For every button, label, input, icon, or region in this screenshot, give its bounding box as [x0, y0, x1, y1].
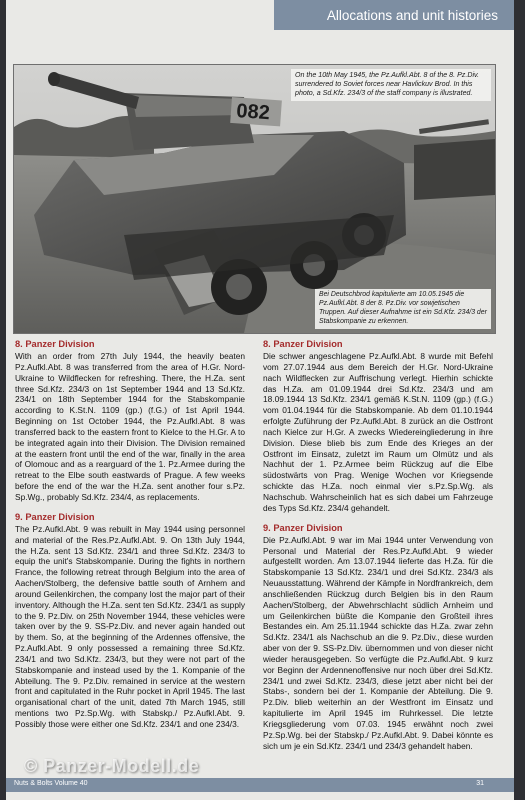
page-number: 31: [476, 780, 484, 787]
footer-series-title: Nuts & Bolts Volume 40: [14, 780, 88, 787]
section-heading: 8. Panzer Division: [263, 339, 343, 349]
section-9-panzer-division: [15, 512, 245, 730]
section-9-panzer-division-de: [263, 523, 493, 752]
section-heading: 9. Panzer Division: [263, 522, 343, 533]
photo-caption-german: Bei Deutschbrod kapitulierte am 10.05.1945 die Pz.Aufkl.Abt. 8 der 8. Pz.Div. vor sowjetischen Truppen. Auf dieser Aufnahme ist ein Sd.Kfz. 234/3 der Stabskompanie zu erkennen.: [315, 289, 491, 329]
hull-number: 082: [235, 100, 271, 125]
section-body: With an order from 27th July 1944, the heavily beaten Pz.Aufkl.Abt. 8 was transferred from the area of H.Gr. Nord-Ukraine to Wildflecken for refreshing. There, the H.Za. sent three Sd.Kfz. 234/3 on 1st September 1944 and 13 Sd.Kfz. 234/1 on 18th September 1944 for the Stabskompanie according to K.St.N. 1109 (gp.) (f.G.) of 1st April 1944. Beginning on 1st October 1944, the Pz.Aufkl.Abt. 8 was transferred back to the eastern front to Kielce to the H.Gr. A to be integrated again into their Division. The Division remained at the eastern front until the end of the war, finally in the area of Olomouc and as a rearguard of the 1. Pz.Armee during the retreat to the Elbe south eastwards of Prague. A few weeks before the end of the war the H.Za. sent another four s.Pz. Sp.Wg., probably Sd.Kfz. 234/4, as replacements.: [15, 351, 245, 502]
footer-bar: [6, 778, 514, 792]
armoured-car-photo: [13, 64, 496, 334]
section-8-panzer-division-de: [263, 339, 493, 514]
section-heading: 9. Panzer Division: [15, 511, 95, 522]
german-column: [263, 339, 493, 761]
page-header-title: Allocations and unit histories: [326, 8, 498, 23]
section-heading: 8. Panzer Division: [15, 339, 95, 349]
photo-caption-english: On the 10th May 1945, the Pz.Aufkl.Abt. 8 of the 8. Pz.Div. surrendered to Soviet forces near Havlickuv Brod. In this photo, a Sd.Kfz. 234/3 of the staff company is illustrated.: [291, 69, 491, 101]
section-body: Die Pz.Aufkl.Abt. 9 war im Mai 1944 unter Verwendung von Personal und Material der Res.Pz.Aufkl.Abt. 9 wieder aufgestellt worden. Am 13.07.1944 lieferte das H.Za. für die Stabskompanie 13 Sd.Kfz. 234/1 und drei Sd.Kfz. 234/3 als Neuausstattung. Während der Kämpfe in Nordfrankreich, dem anschließenden Rückzug durch Belgien bis in den Raum Aachen/Stolberg, der Abwehrschlacht südlich Arnheim und um Geilenkirchen büßte die Kompanie den Großteil ihres Bestandes ein. Am 25.11.1944 schickte das H.Za. zwar zehn Sd.Kfz. 234/1 als Nachschub an die 9. Pz.Div., diese wurden aber von der 9. SS-Pz.Div. übernommen und von dieser nicht wieder herausgegeben. So verfügte die Pz.Aufkl.Abt. 9 kurz vor Beginn der Ardennenoffensive nur noch über drei Sd.Kfz. 234/1 und zwei Sd.Kfz. 234/3, diese jetzt aber nicht bei der Stabs-, sondern bei der 1. Kompanie der Abteilung. Die 9. Pz.Div. blieb weiterhin an der Westfront im Einsatz und kapitulierte im April 1945 im Ruhrkessel. Die letzte Kriegsgliederung vom 07.03. 1945 erwähnt noch zwei Pz.Sp.Wg. bei der Stabskp./ Pz.Aufkl.Abt. 9. Dabei könnte es sich um je ein Sd.Kfz. 234/1 und 234/3 gehandelt haben.: [263, 534, 493, 751]
section-body: Die schwer angeschlagene Pz.Aufkl.Abt. 8 wurde mit Befehl vom 27.07.1944 aus dem Bereich der H.Gr. Nord-Ukraine nach Wildflecken zur Auffrischung verlegt. Hierhin schickte das H.Za. am 01.09.1944 drei Sd.Kfz. 234/3 und am 18.09.1944 13 Sd.Kfz. 234/1 gemäß K.St.N. 1109 (gp.) (f.G.) vom 01.04.1944 für die Stabskompanie. Ab dem 01.10.1944 erfolgte Zuführung der Pz.Aufkl.Abt. 8 zurück an die Ostfront nach Kielce zur H.Gr. A zwecks Wiedereingliederung in ihre Division. Diese blieb bis zum Ende des Krieges an der Ostfront im Einsatz, zuletzt im Raum um Olmütz und als Nachhut der 1. Pz.Armee beim Rückzug auf die Elbe südostwärts von Prag. Wenige Wochen vor Kriegsende schickte das H.Za. noch einmal vier s.Pz.Sp.Wg. als Nachschub. Wahrscheinlich hat es sich dabei um Fahrzeuge des Typs Sd.Kfz. 234/4 gehandelt.: [263, 351, 493, 513]
section-body: The Pz.Aufkl.Abt. 9 was rebuilt in May 1944 using personnel and material of the Res.Pz.Aufkl.Abt. 9. On 13th July 1944, the H.Za. sent 13 Sd.Kfz. 234/1 and three Sd.Kfz. 234/3 to equip the unit's Stabskompanie. During the fights in northern France, the following retreat through Belgium into the area of Aachen/Stolberg, the defensive battle south of Arnhem and around Geilenkirchen, the company lost the major part of their inventory. Although the H.Za. sent ten Sd.Kfz. 234/1 as supply to the 9. Pz.Div. on 25th November 1944, these vehicles were taken over by the 9. SS-Pz.Div. and never again handed out by them. So, at the beginning of the Ardennes offensive, the Pz.Aufkl.Abt. 9 only possessed a remaining three Sd.Kfz. 234/1 and two Sd.Kfz. 234/3, but they were not part of the Stabskompanie and instead used by the 1. Kompanie of the Abteilung. The 9. Pz.Div. remained in service at the western front and capitulated in the Ruhr pocket in April 1945. The last organisational chart of the unit, dated 7th March 1945, still mentions two Pz.Sp.Wg. with Stabskp./ Pz.Aufkl.Abt. 9. Possibly those were either one Sd.Kfz. 234/1 and one 234/3.: [15, 523, 245, 729]
section-8-panzer-division: [15, 339, 245, 503]
watermark: © Panzer-Modell.de: [24, 756, 200, 776]
book-page: [6, 0, 514, 800]
header-bar: [274, 0, 514, 30]
english-column: [15, 339, 245, 739]
